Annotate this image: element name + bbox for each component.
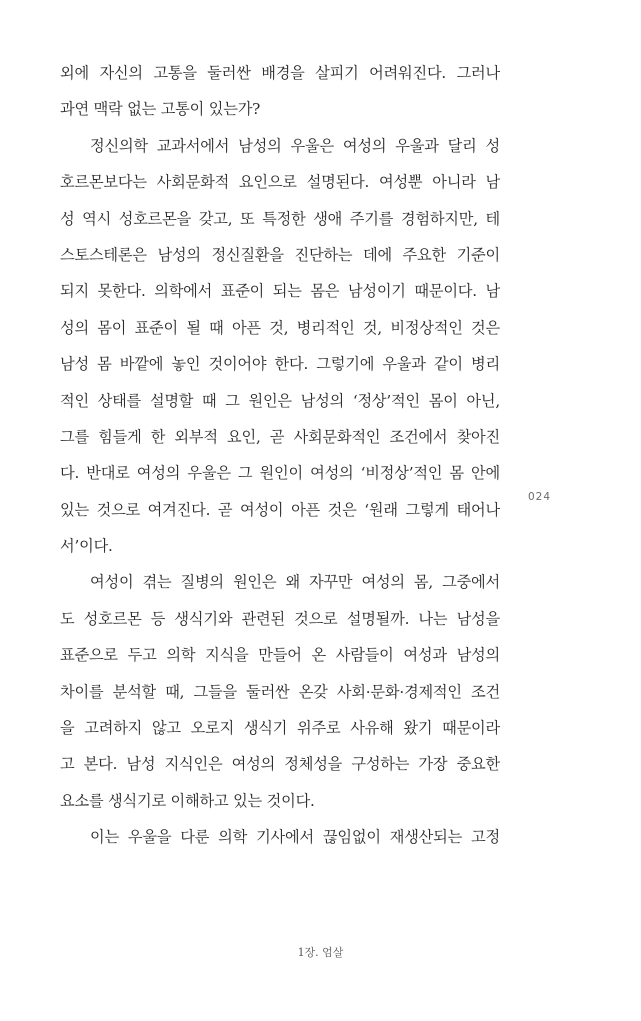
text-line: 도 성호르몬 등 생식기와 관련된 것으로 설명될까. 나는 남성을 — [60, 609, 500, 628]
text-line: 되지 못한다. 의학에서 표준이 되는 몸은 남성이기 때문이다. 남 — [60, 282, 500, 301]
text-line: 서’이다. — [60, 537, 113, 556]
text-line: 과연 맥락 없는 고통이 있는가? — [60, 100, 261, 119]
page-number: 024 — [528, 491, 552, 503]
text-line: 을 고려하지 않고 오로지 생식기 위주로 사유해 왔기 때문이라 — [60, 719, 500, 738]
text-line: 표준으로 두고 의학 지식을 만들어 온 사람들이 여성과 남성의 — [60, 646, 500, 665]
text-line: 차이를 분석할 때, 그들을 둘러싼 온갖 사회·문화·경제적인 조건 — [60, 682, 500, 701]
text-line: 정신의학 교과서에서 남성의 우울은 여성의 우울과 달리 성 — [90, 136, 500, 155]
text-line: 성의 몸이 표준이 될 때 아픈 것, 병리적인 것, 비정상적인 것은 — [60, 318, 500, 337]
text-line: 성 역시 성호르몬을 갖고, 또 특정한 생애 주기를 경험하지만, 테 — [60, 209, 500, 228]
text-line: 있는 것으로 여겨진다. 곧 여성이 아픈 것은 ‘원래 그렇게 태어나 — [60, 500, 500, 519]
text-line: 스토스테론은 남성의 정신질환을 진단하는 데에 주요한 기준이 — [60, 245, 500, 264]
page-body-text — [60, 55, 500, 856]
text-line: 이는 우울을 다룬 의학 기사에서 끊임없이 재생산되는 고정 — [90, 828, 500, 847]
text-line: 외에 자신의 고통을 둘러싼 배경을 살피기 어려워진다. 그러나 — [60, 64, 500, 82]
text-line: 남성 몸 바깥에 놓인 것이어야 한다. 그렇기에 우울과 같이 병리 — [60, 355, 500, 374]
text-line: 다. 반대로 여성의 우울은 그 원인이 여성의 ‘비정상’적인 몸 안에 — [60, 464, 500, 483]
chapter-running-footer: 1장. 엄살 — [297, 946, 344, 959]
text-line: 호르몬보다는 사회문화적 요인으로 설명된다. 여성뿐 아니라 남 — [60, 173, 500, 192]
text-line: 고 본다. 남성 지식인은 여성의 정체성을 구성하는 가장 중요한 — [60, 755, 500, 774]
text-line: 그를 힘들게 한 외부적 요인, 곧 사회문화적인 조건에서 찾아진 — [60, 427, 500, 446]
text-line: 적인 상태를 설명할 때 그 원인은 남성의 ‘정상’적인 몸이 아닌, — [60, 391, 500, 410]
text-line: 요소를 생식기로 이해하고 있는 것이다. — [60, 791, 315, 810]
text-line: 여성이 겪는 질병의 원인은 왜 자꾸만 여성의 몸, 그중에서 — [90, 573, 500, 592]
